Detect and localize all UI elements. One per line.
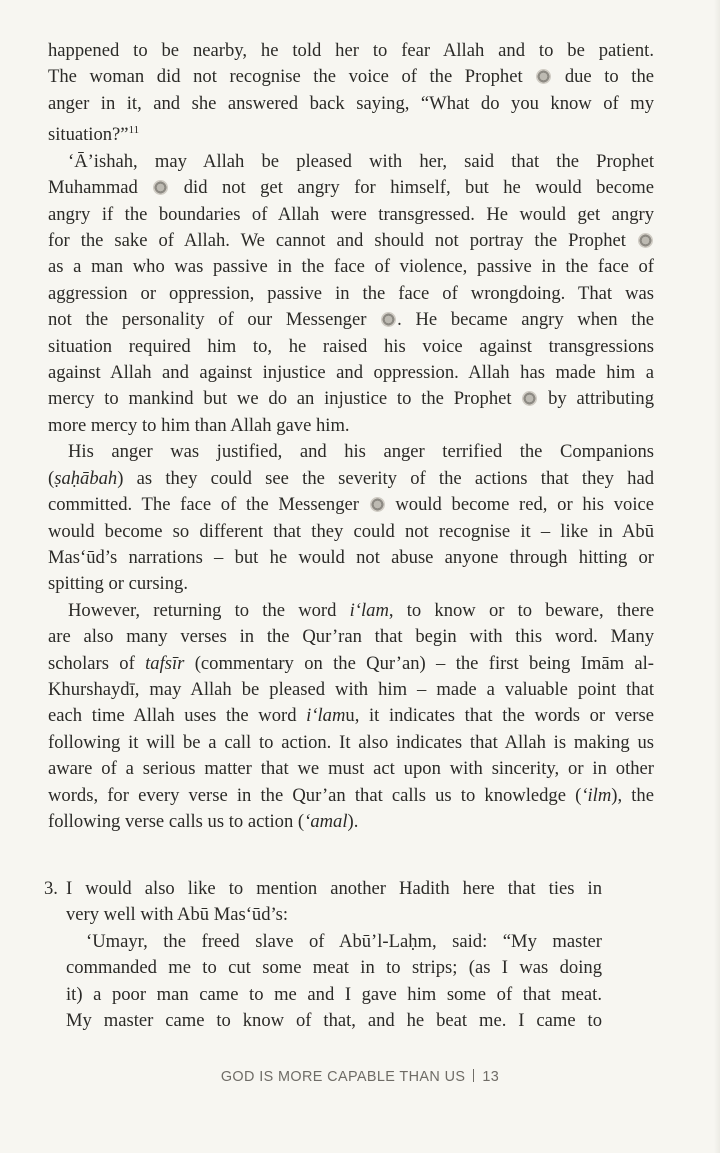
text-line: following it will be a call to action. It also indicates that Allah is making us xyxy=(48,731,654,753)
paragraph-2 xyxy=(48,149,654,439)
text-line: (ṣaḥābah) as they could see the severity of the actions that they had xyxy=(48,467,654,489)
page-number: 13 xyxy=(482,1069,500,1085)
text-line: against Allah and against injustice and oppression. Allah has made him a xyxy=(48,362,654,384)
text-line: it) a poor man came to me and I gave him some of that meat. xyxy=(66,983,602,1005)
text-line: scholars of tafsīr (commentary on the Qur’an) – the first being Imām al- xyxy=(48,652,655,674)
text-line: situation required him to, he raised his voice against transgressions xyxy=(48,335,654,357)
text-line: mercy to mankind but we do an injustice to the Prophet by attributing xyxy=(48,388,654,410)
text-line: anger in it, and she answered back saying, “What do you know of my xyxy=(48,92,654,114)
text-line: for the sake of Allah. We cannot and should not portray the Prophet xyxy=(48,228,654,254)
text-line: happened to be nearby, he told her to fear Allah and to be patient. xyxy=(48,40,654,61)
text-line: not the personality of our Messenger . He became angry when the xyxy=(48,309,654,331)
text-line: Mas‘ūd’s narrations – but he would not abuse anyone through hitting or xyxy=(48,546,654,568)
text-line: However, returning to the word i‘lam, to know or to beware, there xyxy=(68,599,654,621)
text-line: angry if the boundaries of Allah were transgressed. He would get angry xyxy=(48,203,654,225)
text-line: are also many verses in the Qur’ran that begin with this word. Many xyxy=(48,626,654,648)
running-footer xyxy=(0,1069,720,1085)
text-line: ‘Umayr, the freed slave of Abū’l-Laḥm, said: “My master xyxy=(86,930,602,952)
numbered-list-item xyxy=(44,876,602,1034)
text-line: very well with Abū Mas‘ūd’s: xyxy=(66,904,289,926)
list-intro xyxy=(66,876,602,929)
salutation-seal-icon xyxy=(536,69,551,84)
hadith-quote xyxy=(66,929,602,1035)
text-line: Khurshaydī, may Allah be pleased with him – made a valuable point that xyxy=(48,678,654,700)
text-line: would become so different that they could not recognise it – like in Abū xyxy=(48,520,654,542)
text-line: following verse calls us to action (‘amal). xyxy=(48,810,359,832)
salutation-seal-icon xyxy=(381,312,396,327)
text-line: His anger was justified, and his anger terrified the Companions xyxy=(68,441,654,463)
text-line: spitting or cursing. xyxy=(48,573,188,595)
list-number: 3. xyxy=(44,878,58,899)
text-line: commanded me to cut some meat in to strips; (as I was doing xyxy=(66,957,602,979)
salutation-seal-icon xyxy=(638,233,653,248)
text-line: aware of a serious matter that we must act upon with sincerity, or in other xyxy=(48,758,654,780)
salutation-seal-icon xyxy=(153,180,168,195)
text-line: committed. The face of the Messenger would become red, or his voice xyxy=(48,494,654,516)
salutation-seal-icon xyxy=(522,391,537,406)
salutation-seal-icon xyxy=(370,497,385,512)
text-line: I would also like to mention another Hadith here that ties in xyxy=(66,878,602,899)
main-text xyxy=(48,38,654,835)
footer-separator xyxy=(473,1069,474,1082)
page-edge-shadow xyxy=(714,0,720,1153)
text-line: ‘Ā’ishah, may Allah be pleased with her, said that the Prophet xyxy=(68,150,654,172)
paragraph-4 xyxy=(48,598,654,836)
paragraph-3 xyxy=(48,439,654,597)
text-line: aggression or oppression, passive in the face of wrongdoing. That was xyxy=(48,282,654,304)
text-line: each time Allah uses the word i‘lamu, it indicates that the words or verse xyxy=(48,705,654,727)
text-line: The woman did not recognise the voice of the Prophet due to the xyxy=(48,66,654,88)
text-line: words, for every verse in the Qur’an that calls us to knowledge (‘ilm), the xyxy=(48,784,654,806)
text-line: My master came to know of that, and he beat me. I came to xyxy=(66,1010,602,1032)
text-line: Muhammad did not get angry for himself, but he would become xyxy=(48,177,654,199)
running-title: GOD IS MORE CAPABLE THAN US xyxy=(220,1069,466,1085)
text-line: situation?”$^{11}$ xyxy=(48,124,140,146)
text-line: more mercy to him than Allah gave him. xyxy=(48,414,350,436)
paragraph-1 xyxy=(48,38,654,149)
footnote-marker: 11 xyxy=(128,124,140,137)
text-line: as a man who was passive in the face of violence, passive in the face of xyxy=(48,256,654,278)
